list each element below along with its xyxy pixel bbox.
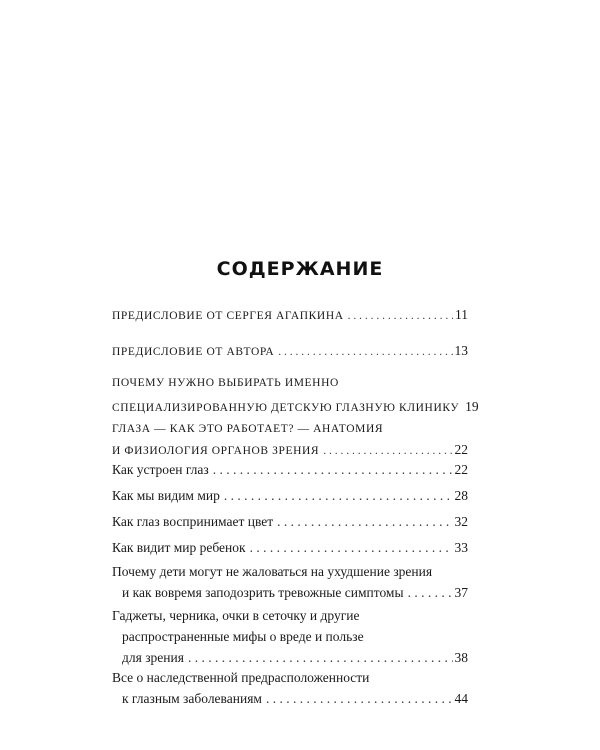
toc-entry [112,669,468,708]
toc-entry [112,539,468,557]
dot-leader [213,461,453,479]
toc-entry-title: СПЕЦИАЛИЗИРОВАННУЮ ДЕТСКУЮ ГЛАЗНУЮ КЛИНИКУ [112,402,460,414]
toc-entry [112,487,468,505]
toc-page-number: 11 [455,307,468,322]
toc-entry-title: Как глаз воспринимает цвет [112,514,274,529]
toc-page-number: 13 [454,343,468,358]
toc-entry-title: для зрения [122,650,184,665]
toc-entry-title-line: Почему дети могут не жаловаться на ухудшение зрения [112,564,433,579]
toc-entry [112,342,468,361]
dot-leader [224,487,453,505]
toc-entry-title-line: ПОЧЕМУ НУЖНО ВЫБИРАТЬ ИМЕННО [112,377,339,389]
toc-entry [112,306,468,325]
toc-page-number: 22 [454,442,468,457]
dot-leader [278,343,452,361]
page-title: СОДЕРЖАНИЕ [216,258,384,280]
toc-entry-title: Как мы видим мир [112,488,220,503]
toc-page-number: 38 [454,650,468,665]
dot-leader [408,584,453,602]
toc-entry [112,461,468,479]
toc-page-number: 32 [454,514,468,529]
toc-entry-title: Как видит мир ребенок [112,540,246,555]
toc-page-number: 33 [454,540,468,555]
toc-entry-title: Как устроен глаз [112,462,209,477]
toc-page-number: 19 [465,399,479,414]
toc-page-number: 44 [454,691,468,706]
dot-leader [323,442,452,460]
toc-page-number: 37 [454,585,468,600]
toc-entry-title-line: ГЛАЗА — КАК ЭТО РАБОТАЕТ? — АНАТОМИЯ [112,423,384,435]
toc-entry-title-line: Гаджеты, черника, очки в сеточку и другие [112,608,360,623]
dot-leader [277,513,452,531]
toc-entry [112,513,468,531]
dot-leader [250,539,453,557]
toc-entry [112,563,468,602]
toc-page-number: 22 [454,462,468,477]
dot-leader [348,307,453,325]
toc-entry-title: ПРЕДИСЛОВИЕ ОТ АВТОРА [112,346,275,358]
toc-entry-title: ПРЕДИСЛОВИЕ ОТ СЕРГЕЯ АГАПКИНА [112,310,344,322]
toc-entry [112,374,479,417]
toc-entry-title-line: распространенные мифы о вреде и пользе [122,629,364,644]
dot-leader [266,690,453,708]
toc-entry-title: и как вовремя заподозрить тревожные симптомы [122,585,404,600]
toc-entry-title: к глазным заболеваниям [122,691,262,706]
toc-entry [112,420,468,460]
toc-entry-title: И ФИЗИОЛОГИЯ ОРГАНОВ ЗРЕНИЯ [112,445,320,457]
toc-entry-title-line: Все о наследственной предрасположенности [112,670,370,685]
dot-leader [188,649,453,667]
toc-entry [112,607,468,667]
toc-page-number: 28 [454,488,468,503]
